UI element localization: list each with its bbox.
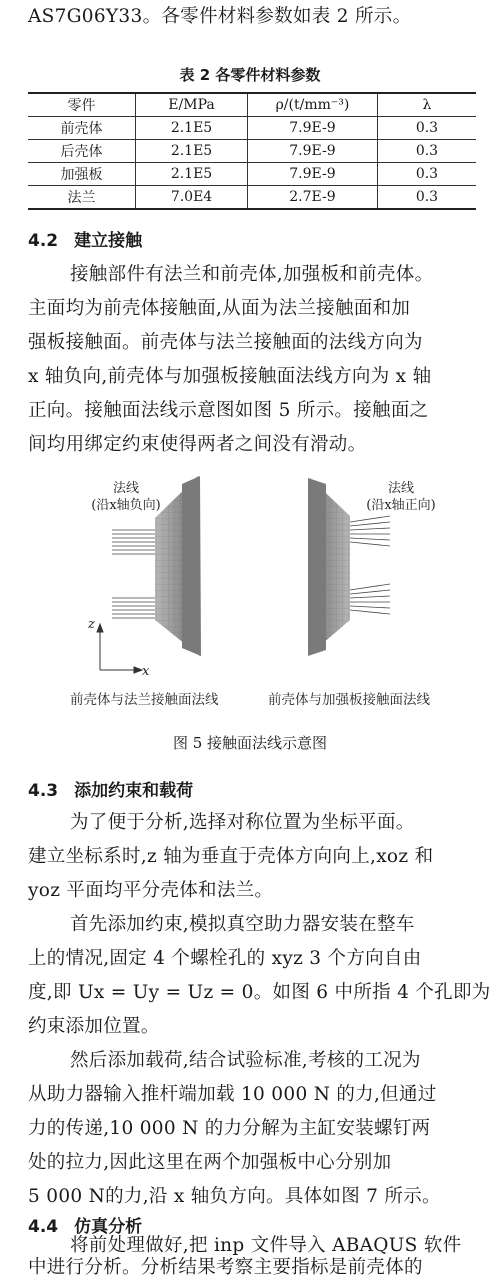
table-row [28, 117, 476, 140]
table-cell: 2.7E-9 [248, 186, 378, 210]
paragraph-line: yoz 平面均平分壳体和法兰。 [28, 880, 274, 901]
paragraph-line: 5 000 N的力,沿 x 轴负方向。具体如图 7 所示。 [28, 1186, 441, 1207]
section-title: 添加约束和载荷 [74, 781, 194, 801]
axis-x-label: x [142, 664, 150, 679]
paragraph-line: 间均用绑定约束使得两者之间没有滑动。 [28, 434, 367, 455]
table-title: 表 2 各零件材料参数 [179, 66, 321, 84]
column-header: λ [377, 93, 476, 117]
paragraph-line: 正向。接触面法线示意图如图 5 所示。接触面之 [28, 400, 429, 421]
right-normal-label-line2: (沿x轴正向) [366, 498, 436, 513]
table-cell: 后壳体 [28, 140, 136, 163]
table-cell: 7.0E4 [136, 186, 248, 210]
table-cell: 2.1E5 [136, 163, 248, 186]
section-number: 4.2 [28, 231, 59, 251]
table-cell: 2.1E5 [136, 117, 248, 140]
paragraph-line: 处的拉力,因此这里在两个加强板中心分别加 [28, 1152, 392, 1173]
right-normal-label-line1: 法线 [387, 481, 414, 496]
paragraph-line: 主面均为前壳体接触面,从面为法兰接触面和加 [28, 298, 411, 319]
right-normals-icon [350, 516, 390, 614]
right-normal-label [356, 480, 446, 514]
paragraph-line: 度,即 Ux = Uy = Uz = 0。如图 6 中所指 4 个孔即为 [28, 982, 491, 1003]
table-cell: 0.3 [377, 140, 476, 163]
right-subcaption: 前壳体与加强板接触面法线 [268, 692, 430, 708]
paragraph-line: x 轴负向,前壳体与加强板接触面法线方向为 x 轴 [28, 366, 432, 387]
paragraph-line: AS7G06Y33。各零件材料参数如表 2 所示。 [28, 6, 412, 27]
figure-5 [60, 470, 460, 720]
left-normals-icon [112, 530, 155, 618]
left-normal-label [86, 480, 166, 514]
column-header: E/MPa [136, 93, 248, 117]
table-cell: 7.9E-9 [248, 163, 378, 186]
table-cell: 加强板 [28, 163, 136, 186]
axis-triad-icon [97, 624, 142, 673]
paragraph-line: 中进行分析。分析结果考察主要指标是前壳体的 [28, 1257, 423, 1278]
paragraph-line: 强板接触面。前壳体与法兰接触面的法线方向为 [28, 332, 423, 353]
axis-z-label: z [88, 617, 95, 632]
column-header: 零件 [28, 93, 136, 117]
section-heading-4-3 [28, 778, 193, 804]
left-normal-label-line2: (沿x轴负向) [91, 498, 161, 513]
column-header: ρ/(t/mm⁻³) [248, 93, 378, 117]
table-cell: 0.3 [377, 163, 476, 186]
paragraph-line: 建立坐标系时,z 轴为垂直于壳体方向向上,xoz 和 [28, 846, 434, 867]
table-cell: 0.3 [377, 186, 476, 210]
paragraph-line: 为了便于分析,选择对称位置为坐标平面。 [70, 812, 415, 833]
left-subcaption: 前壳体与法兰接触面法线 [70, 692, 219, 708]
section-heading-4-2 [28, 228, 142, 254]
figure-caption: 图 5 接触面法线示意图 [172, 734, 328, 752]
paragraph-line: 将前处理做好,把 inp 文件导入 ABAQUS 软件 [70, 1235, 462, 1256]
table-cell: 7.9E-9 [248, 117, 378, 140]
paragraph-line: 从助力器输入推杆端加载 10 000 N 的力,但通过 [28, 1084, 437, 1105]
material-table [28, 92, 476, 210]
paragraph-line: 力的传递,10 000 N 的力分解为主缸安装螺钉两 [28, 1118, 431, 1139]
section-number: 4.4 [28, 1217, 59, 1237]
section-number: 4.3 [28, 781, 59, 801]
paragraph-line: 接触部件有法兰和前壳体,加强板和前壳体。 [70, 264, 434, 285]
section-title: 建立接触 [74, 231, 143, 251]
table-row [28, 163, 476, 186]
paragraph-line: 然后添加载荷,结合试验标准,考核的工况为 [70, 1050, 421, 1071]
table-cell: 前壳体 [28, 117, 136, 140]
table-cell: 7.9E-9 [248, 140, 378, 163]
left-normal-label-line1: 法线 [112, 481, 139, 496]
right-shell-icon [308, 478, 350, 656]
table-row [28, 140, 476, 163]
table-row [28, 186, 476, 210]
paragraph-line: 首先添加约束,模拟真空助力器安装在整车 [70, 914, 415, 935]
paragraph-line: 约束添加位置。 [28, 1016, 160, 1037]
paragraph-line: 上的情况,固定 4 个螺栓孔的 xyz 3 个方向自由 [28, 948, 422, 969]
table-header-row [28, 93, 476, 117]
table-cell: 2.1E5 [136, 140, 248, 163]
section-title: 仿真分析 [74, 1217, 143, 1237]
table-cell: 0.3 [377, 117, 476, 140]
table-cell: 法兰 [28, 186, 136, 210]
